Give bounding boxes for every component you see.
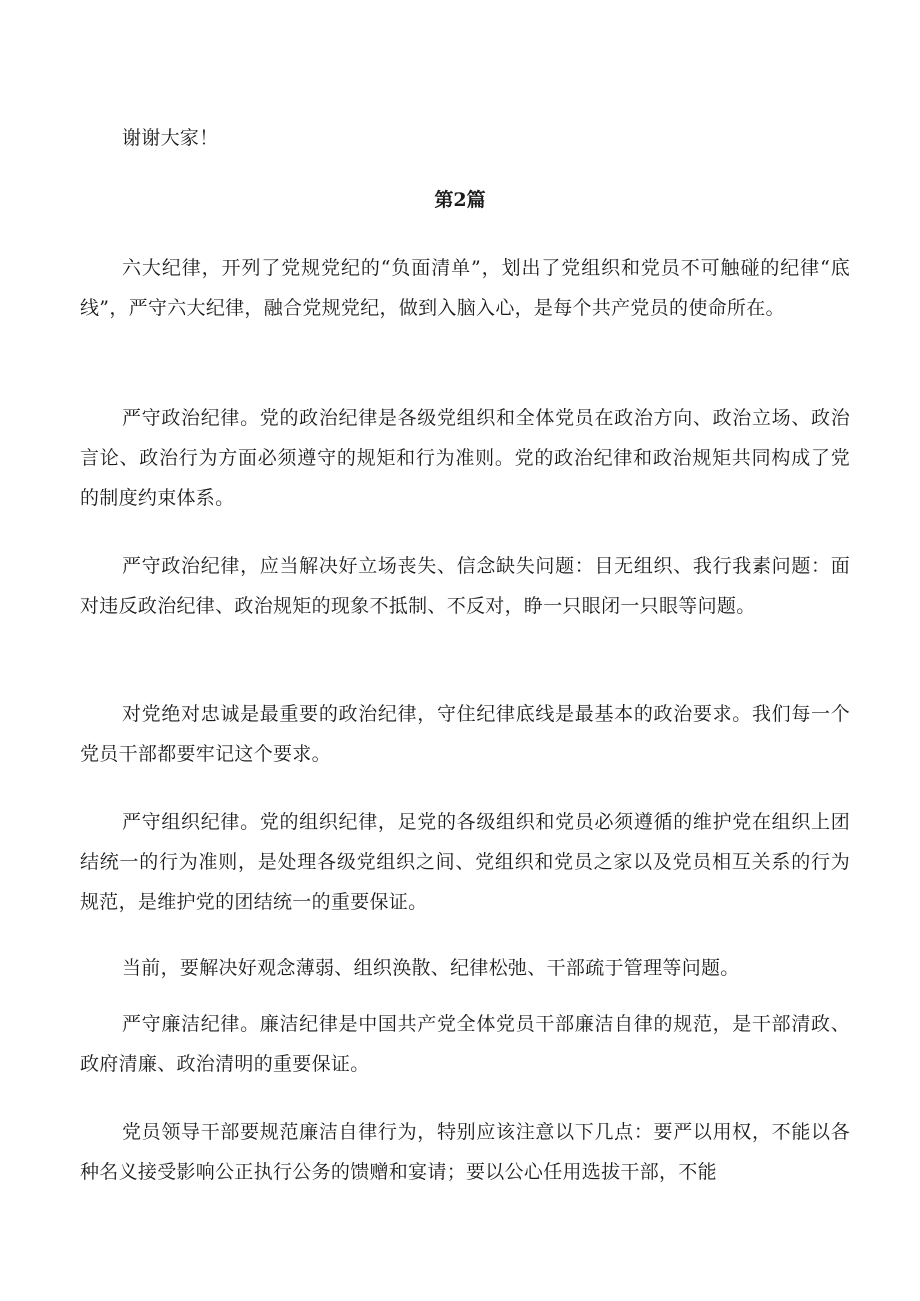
- section-title: 第2篇: [434, 189, 486, 211]
- paragraph-4: 对党绝对忠诚是最重要的政治纪律，守住纪律底线是最基本的政治要求。我们每一个党员干部都要牢记这个要求。: [80, 703, 850, 765]
- paragraph-1: 六大纪律，开列了党规党纪的“负面清单”，划出了党组织和党员不可触碰的纪律“底线”，严守六大纪律，融合党规党纪，做到入脑入心，是每个共产党员的使命所在。: [80, 257, 850, 319]
- closing-line: 谢谢大家！: [122, 127, 219, 149]
- paragraph-5: 严守组织纪律。党的组织纪律，足党的各级组织和党员必须遵循的维护党在组织上团结统一的行为准则，是处理各级党组织之间、党组织和党员之家以及党员相互关系的行为规范，是维护党的团结统一的重要保证。: [80, 811, 850, 913]
- paragraph-7: 严守廉洁纪律。廉洁纪律是中国共产党全体党员干部廉洁自律的规范，是干部清政、政府清廉、政治清明的重要保证。: [80, 1013, 850, 1075]
- paragraph-3: 严守政治纪律，应当解决好立场丧失、信念缺失问题：目无组织、我行我素问题：面对违反政治纪律、政治规矩的现象不抵制、不反对，睁一只眼闭一只眼等问题。: [80, 555, 850, 617]
- paragraph-8: 党员领导干部要规范廉洁自律行为，特别应该注意以下几点：要严以用权，不能以各种名义接受影响公正执行公务的馈赠和宴请；要以公心任用选拔干部，不能: [80, 1121, 850, 1183]
- paragraph-2: 严守政治纪律。党的政治纪律是各级党组织和全体党员在政治方向、政治立场、政治言论、政治行为方面必须遵守的规矩和行为准则。党的政治纪律和政治规矩共同构成了党的制度约束体系。: [80, 407, 850, 509]
- paragraph-6: 当前，要解决好观念薄弱、组织涣散、纪律松弛、干部疏于管理等问题。: [122, 957, 740, 979]
